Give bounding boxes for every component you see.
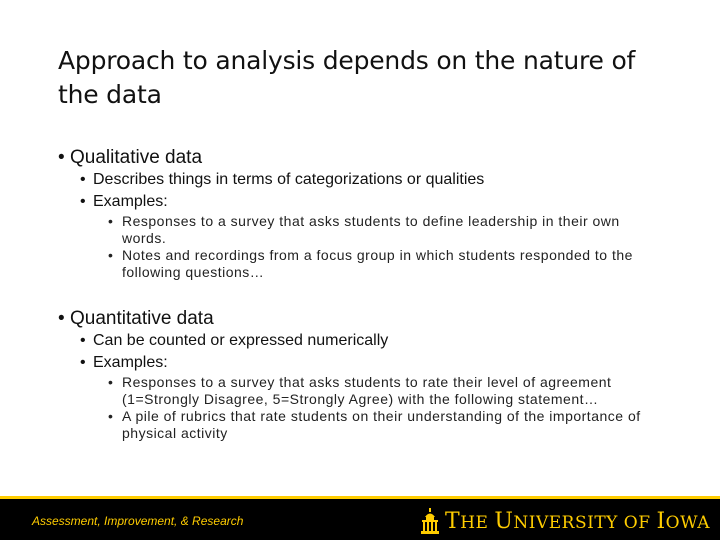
example-item: • Responses to a survey that asks students to rate their level of agreement (1=Strongly Disagree, 5=Strongly Agree) with the following statement… xyxy=(108,374,658,408)
university-name: THE UNIVERSITY OF IOWA xyxy=(445,508,710,534)
example-item: • Responses to a survey that asks students to define leadership in their own words. xyxy=(108,213,658,247)
section-quantitative xyxy=(58,307,658,442)
example-item: • Notes and recordings from a focus group in which students responded to the following questions… xyxy=(108,247,658,281)
bullet-point: • Can be counted or expressed numerically xyxy=(80,330,658,352)
old-capitol-icon xyxy=(421,508,439,534)
slide-title: Approach to analysis depends on the nature of the data xyxy=(58,46,636,109)
bullet-point: • Examples: xyxy=(80,191,658,213)
footer-bar xyxy=(0,496,720,540)
section-heading: • Quantitative data xyxy=(58,307,658,330)
bullet-point: • Examples: xyxy=(80,352,658,374)
bullet-point: • Describes things in terms of categorizations or qualities xyxy=(80,169,658,191)
university-logo xyxy=(421,507,710,535)
footer-department: Assessment, Improvement, & Research xyxy=(32,514,244,528)
section-qualitative xyxy=(58,146,658,281)
slide-content xyxy=(58,146,658,468)
example-item: • A pile of rubrics that rate students on their understanding of the importance of physical activity xyxy=(108,408,658,442)
section-heading: • Qualitative data xyxy=(58,146,658,169)
